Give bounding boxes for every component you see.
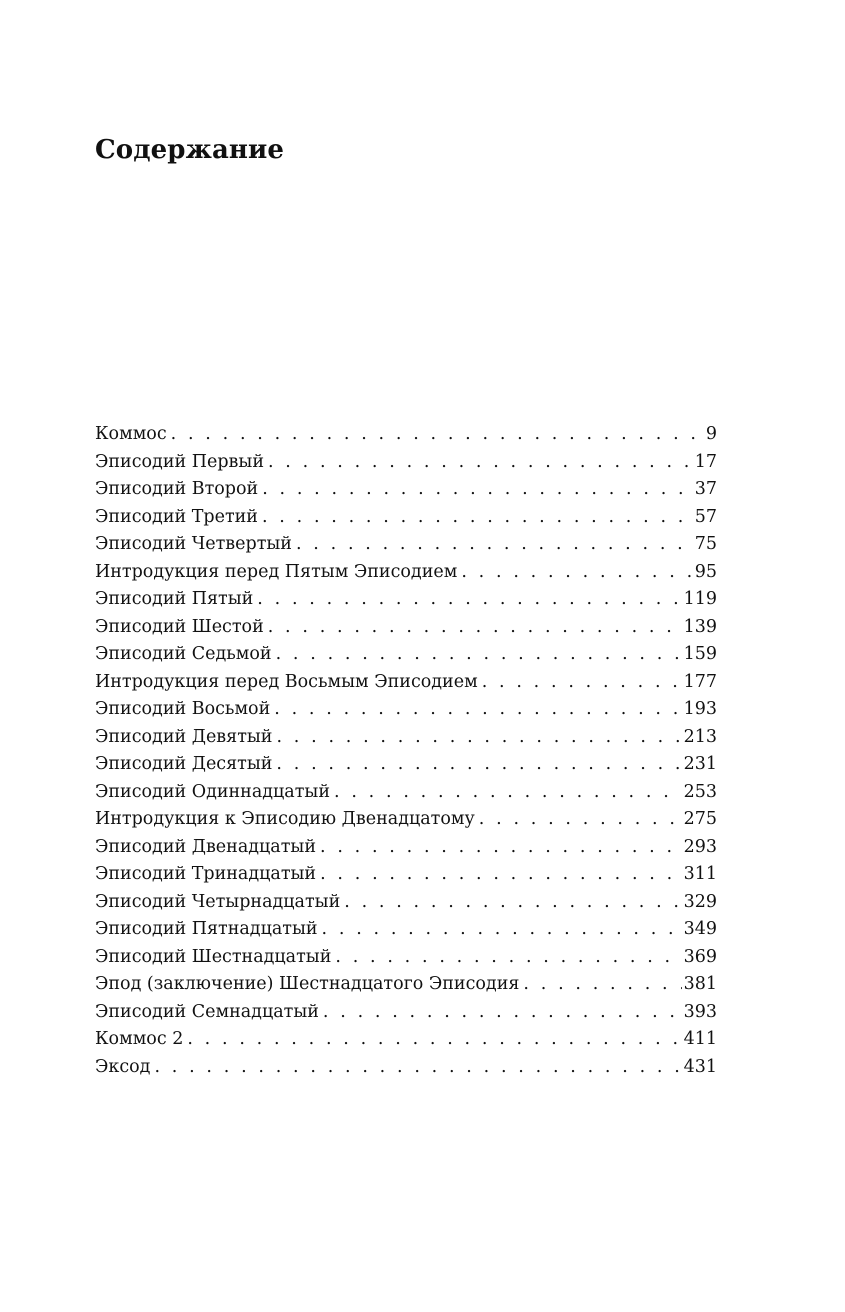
toc-dot-leader	[276, 751, 681, 779]
toc-entry-title: Эписодий Пятнадцатый	[95, 916, 322, 944]
toc-entry[interactable]	[95, 889, 717, 917]
toc-dot-leader	[344, 889, 681, 917]
toc-entry-title: Эписодий Четырнадцатый	[95, 889, 344, 917]
toc-entry-title: Эписодий Тринадцатый	[95, 861, 320, 889]
toc-entry-page: 9	[705, 424, 717, 444]
toc-entry-page: 75	[694, 534, 717, 554]
toc-entry-page: 193	[683, 699, 717, 719]
toc-dot-leader	[268, 614, 682, 642]
toc-entry-page: 177	[683, 671, 717, 692]
toc-entry[interactable]	[95, 504, 717, 532]
toc-entry-title: Эписодий Девятый	[95, 724, 276, 752]
toc-dot-leader	[322, 916, 682, 944]
toc-entry[interactable]	[95, 586, 717, 614]
toc-entry-title: Эписодий Пятый	[95, 586, 257, 614]
toc-entry[interactable]	[95, 641, 717, 669]
toc-entry[interactable]	[95, 724, 717, 752]
page-title: Содержание	[95, 135, 285, 165]
toc-entry-page: 95	[694, 561, 717, 582]
toc-entry[interactable]	[95, 944, 717, 972]
toc-entry[interactable]	[95, 751, 717, 779]
toc-entry-title: Эписодий Двенадцатый	[95, 834, 320, 862]
toc-entry-title: Эписодий Первый	[95, 449, 268, 477]
toc-entry-page: 119	[683, 589, 717, 609]
toc-entry-title: Эписодий Семнадцатый	[95, 999, 323, 1027]
toc-entry[interactable]	[95, 999, 717, 1027]
toc-entry-page: 231	[683, 754, 717, 774]
toc-entry-title: Интродукция перед Восьмым Эписодием	[95, 669, 482, 697]
toc-entry-title: Эписодий Седьмой	[95, 641, 276, 669]
toc-dot-leader	[274, 696, 681, 724]
toc-dot-leader	[320, 861, 682, 889]
toc-entry[interactable]	[95, 861, 717, 889]
toc-entry-page: 393	[683, 1001, 717, 1022]
toc-entry[interactable]	[95, 669, 717, 697]
toc-entry-title: Эписодий Третий	[95, 504, 262, 532]
toc-dot-leader	[523, 971, 681, 999]
toc-dot-leader	[320, 834, 682, 862]
toc-entry-page: 139	[683, 616, 717, 637]
table-of-contents	[95, 421, 717, 1081]
toc-entry-title: Интродукция к Эписодию Двенадцатому	[95, 806, 479, 834]
toc-entry[interactable]	[95, 779, 717, 807]
toc-entry[interactable]	[95, 971, 717, 999]
toc-entry-page: 17	[694, 451, 717, 472]
toc-dot-leader	[335, 944, 681, 972]
toc-dot-leader	[187, 1026, 681, 1054]
toc-entry-page: 37	[694, 479, 717, 499]
toc-entry-page: 431	[683, 1056, 717, 1077]
toc-dot-leader	[171, 421, 704, 449]
toc-dot-leader	[461, 559, 692, 587]
toc-entry-title: Коммос 2	[95, 1026, 187, 1054]
toc-entry[interactable]	[95, 916, 717, 944]
toc-entry-title: Эписодий Шестой	[95, 614, 268, 642]
toc-entry-title: Коммос	[95, 421, 171, 449]
toc-entry-page: 349	[683, 919, 717, 939]
toc-entry-page: 329	[683, 891, 717, 912]
toc-entry-page: 213	[683, 726, 717, 747]
toc-entry-title: Эксод	[95, 1054, 154, 1082]
toc-entry-page: 57	[694, 506, 717, 527]
toc-entry-page: 411	[683, 1029, 717, 1049]
toc-entry-page: 253	[683, 781, 717, 802]
toc-entry[interactable]	[95, 614, 717, 642]
toc-dot-leader	[276, 641, 682, 669]
toc-dot-leader	[323, 999, 682, 1027]
toc-entry-title: Эписодий Шестнадцатый	[95, 944, 335, 972]
toc-entry-page: 275	[683, 809, 717, 829]
toc-entry[interactable]	[95, 559, 717, 587]
toc-dot-leader	[296, 531, 693, 559]
toc-entry[interactable]	[95, 421, 717, 449]
toc-dot-leader	[154, 1054, 681, 1082]
toc-entry-title: Эпод (заключение) Шестнадцатого Эписодия	[95, 971, 523, 999]
toc-entry[interactable]	[95, 1026, 717, 1054]
toc-dot-leader	[268, 449, 693, 477]
toc-entry-title: Эписодий Четвертый	[95, 531, 296, 559]
toc-entry-page: 293	[683, 836, 717, 857]
toc-entry[interactable]	[95, 834, 717, 862]
toc-dot-leader	[262, 476, 693, 504]
toc-entry-title: Эписодий Второй	[95, 476, 262, 504]
toc-entry-page: 381	[683, 974, 717, 994]
toc-entry-page: 369	[683, 946, 717, 967]
toc-entry-page: 159	[683, 644, 717, 664]
toc-dot-leader	[482, 669, 682, 697]
toc-dot-leader	[257, 586, 681, 614]
toc-entry-title: Эписодий Десятый	[95, 751, 276, 779]
toc-entry[interactable]	[95, 696, 717, 724]
toc-dot-leader	[276, 724, 681, 752]
toc-entry[interactable]	[95, 449, 717, 477]
toc-dot-leader	[479, 806, 682, 834]
toc-dot-leader	[262, 504, 693, 532]
toc-dot-leader	[334, 779, 682, 807]
toc-entry[interactable]	[95, 806, 717, 834]
toc-entry-page: 311	[683, 864, 717, 884]
toc-entry[interactable]	[95, 1054, 717, 1082]
toc-entry-title: Эписодий Одиннадцатый	[95, 779, 334, 807]
toc-entry[interactable]	[95, 531, 717, 559]
toc-entry[interactable]	[95, 476, 717, 504]
toc-entry-title: Эписодий Восьмой	[95, 696, 274, 724]
toc-entry-title: Интродукция перед Пятым Эписодием	[95, 559, 461, 587]
